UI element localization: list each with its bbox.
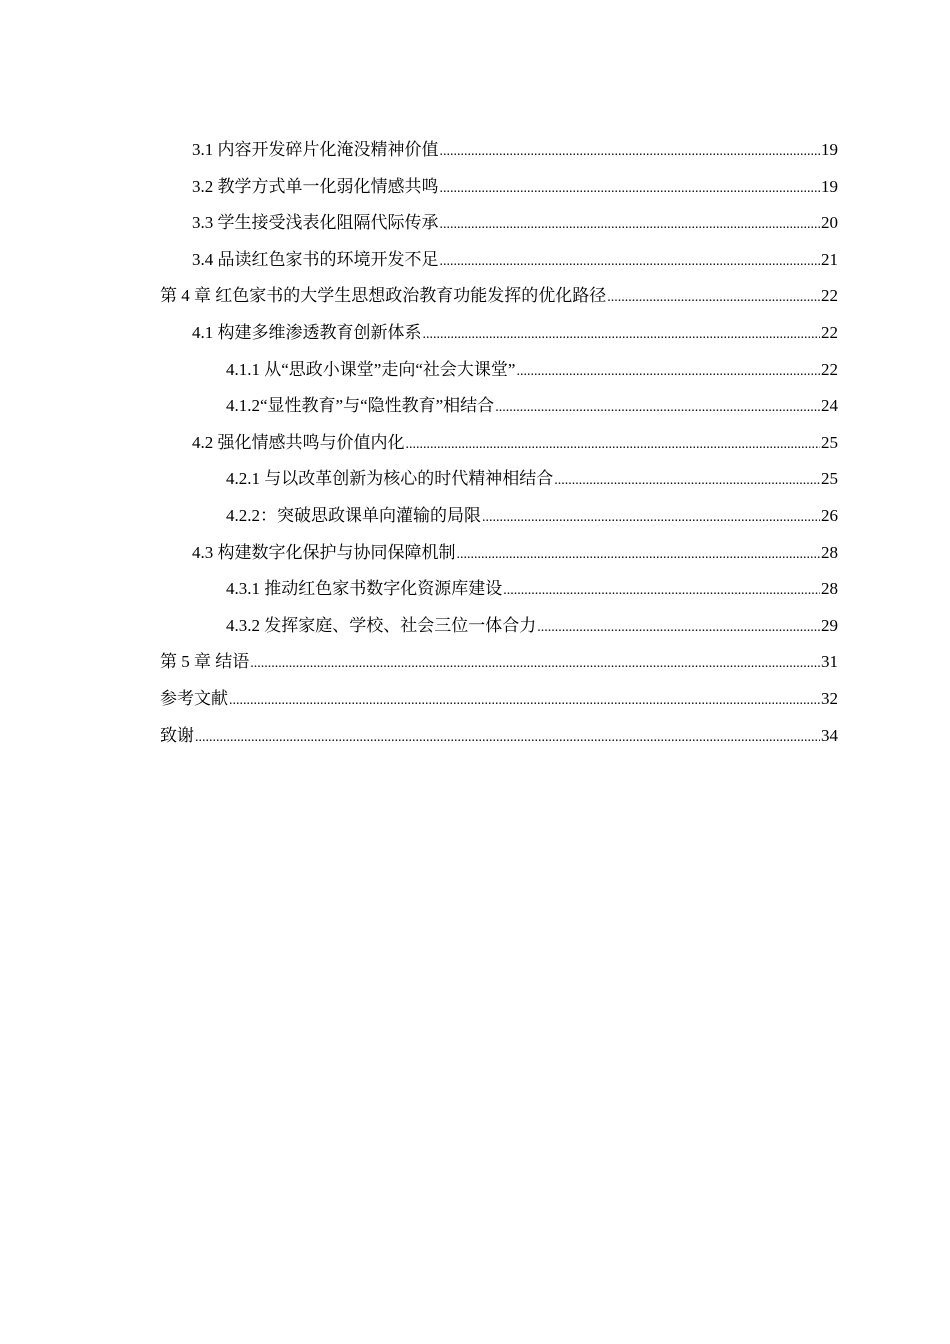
toc-entry-page: 28 bbox=[821, 579, 838, 599]
table-of-contents bbox=[160, 138, 838, 760]
toc-entry[interactable] bbox=[160, 724, 838, 761]
toc-entry-title: 4.3 构建数字化保护与协同保障机制 bbox=[192, 542, 456, 562]
toc-entry-title: 4.2.2：突破思政课单向灌输的局限 bbox=[226, 505, 481, 525]
toc-entry-page: 19 bbox=[821, 140, 838, 159]
toc-dot-leader bbox=[607, 286, 820, 310]
toc-dot-leader bbox=[516, 360, 820, 384]
toc-entry-title: 4.1.1 从“思政小课堂”走向“社会大课堂” bbox=[226, 359, 516, 379]
toc-entry-title: 第 5 章 结语 bbox=[160, 652, 250, 672]
toc-dot-leader bbox=[440, 140, 821, 164]
toc-entry-title: 3.3 学生接受浅表化阻隔代际传承 bbox=[192, 213, 439, 233]
toc-entry-title: 4.3.2 发挥家庭、学校、社会三位一体合力 bbox=[226, 615, 537, 635]
toc-entry[interactable] bbox=[160, 541, 838, 578]
toc-entry-title: 致谢 bbox=[160, 725, 194, 745]
toc-entry[interactable] bbox=[160, 394, 838, 431]
toc-entry-page: 21 bbox=[821, 249, 838, 269]
toc-dot-leader bbox=[195, 726, 820, 750]
toc-entry-page: 25 bbox=[821, 432, 838, 452]
toc-dot-leader bbox=[440, 250, 821, 274]
toc-entry-title: 4.2.1 与以改革创新为核心的时代精神相结合 bbox=[226, 469, 554, 489]
toc-entry-title: 3.4 品读红色家书的环境开发不足 bbox=[192, 249, 439, 269]
toc-dot-leader bbox=[503, 579, 820, 603]
toc-dot-leader bbox=[457, 543, 821, 567]
toc-entry-title: 4.2 强化情感共鸣与价值内化 bbox=[192, 432, 405, 452]
toc-dot-leader bbox=[406, 433, 821, 457]
toc-entry-page: 24 bbox=[821, 396, 838, 416]
toc-entry[interactable] bbox=[160, 467, 838, 504]
toc-dot-leader bbox=[423, 323, 821, 347]
toc-entry-page: 28 bbox=[821, 542, 838, 562]
toc-entry-page: 20 bbox=[821, 213, 838, 233]
toc-entry-title: 参考文献 bbox=[160, 688, 228, 708]
toc-entry[interactable] bbox=[160, 650, 838, 687]
toc-entry-title: 4.1 构建多维渗透教育创新体系 bbox=[192, 322, 422, 342]
toc-entry-title: 3.2 教学方式单一化弱化情感共鸣 bbox=[192, 176, 439, 196]
toc-entry-page: 34 bbox=[821, 725, 838, 745]
toc-entry-title: 3.1 内容开发碎片化淹没精神价值 bbox=[192, 140, 439, 159]
toc-entry-page: 19 bbox=[821, 176, 838, 196]
toc-entry[interactable] bbox=[160, 577, 838, 614]
toc-entry-page: 22 bbox=[821, 322, 838, 342]
toc-entry[interactable] bbox=[160, 358, 838, 395]
toc-entry[interactable] bbox=[160, 211, 838, 248]
toc-entry[interactable] bbox=[160, 175, 838, 212]
toc-entry[interactable] bbox=[160, 284, 838, 321]
toc-dot-leader bbox=[229, 689, 820, 713]
toc-entry[interactable] bbox=[160, 321, 838, 358]
toc-entry-page: 29 bbox=[821, 615, 838, 635]
toc-dot-leader bbox=[440, 213, 821, 237]
toc-entry[interactable] bbox=[160, 248, 838, 285]
toc-entry-page: 22 bbox=[821, 359, 838, 379]
toc-dot-leader bbox=[440, 177, 821, 201]
toc-entry-title: 4.1.2“显性教育”与“隐性教育”相结合 bbox=[226, 396, 495, 416]
toc-entry-page: 26 bbox=[821, 505, 838, 525]
toc-entry[interactable] bbox=[160, 504, 838, 541]
toc-entry[interactable] bbox=[160, 614, 838, 651]
toc-entry[interactable] bbox=[160, 138, 838, 175]
toc-dot-leader bbox=[537, 616, 820, 640]
toc-entry-title: 第 4 章 红色家书的大学生思想政治教育功能发挥的优化路径 bbox=[160, 286, 607, 306]
toc-dot-leader bbox=[554, 469, 820, 493]
toc-entry[interactable] bbox=[160, 431, 838, 468]
toc-entry-page: 32 bbox=[821, 688, 838, 708]
toc-entry-page: 25 bbox=[821, 469, 838, 489]
toc-dot-leader bbox=[495, 396, 820, 420]
toc-entry[interactable] bbox=[160, 687, 838, 724]
toc-dot-leader bbox=[250, 652, 820, 676]
toc-entry-page: 31 bbox=[821, 652, 838, 672]
toc-dot-leader bbox=[482, 506, 820, 530]
toc-entry-title: 4.3.1 推动红色家书数字化资源库建设 bbox=[226, 579, 503, 599]
toc-entry-page: 22 bbox=[821, 286, 838, 306]
